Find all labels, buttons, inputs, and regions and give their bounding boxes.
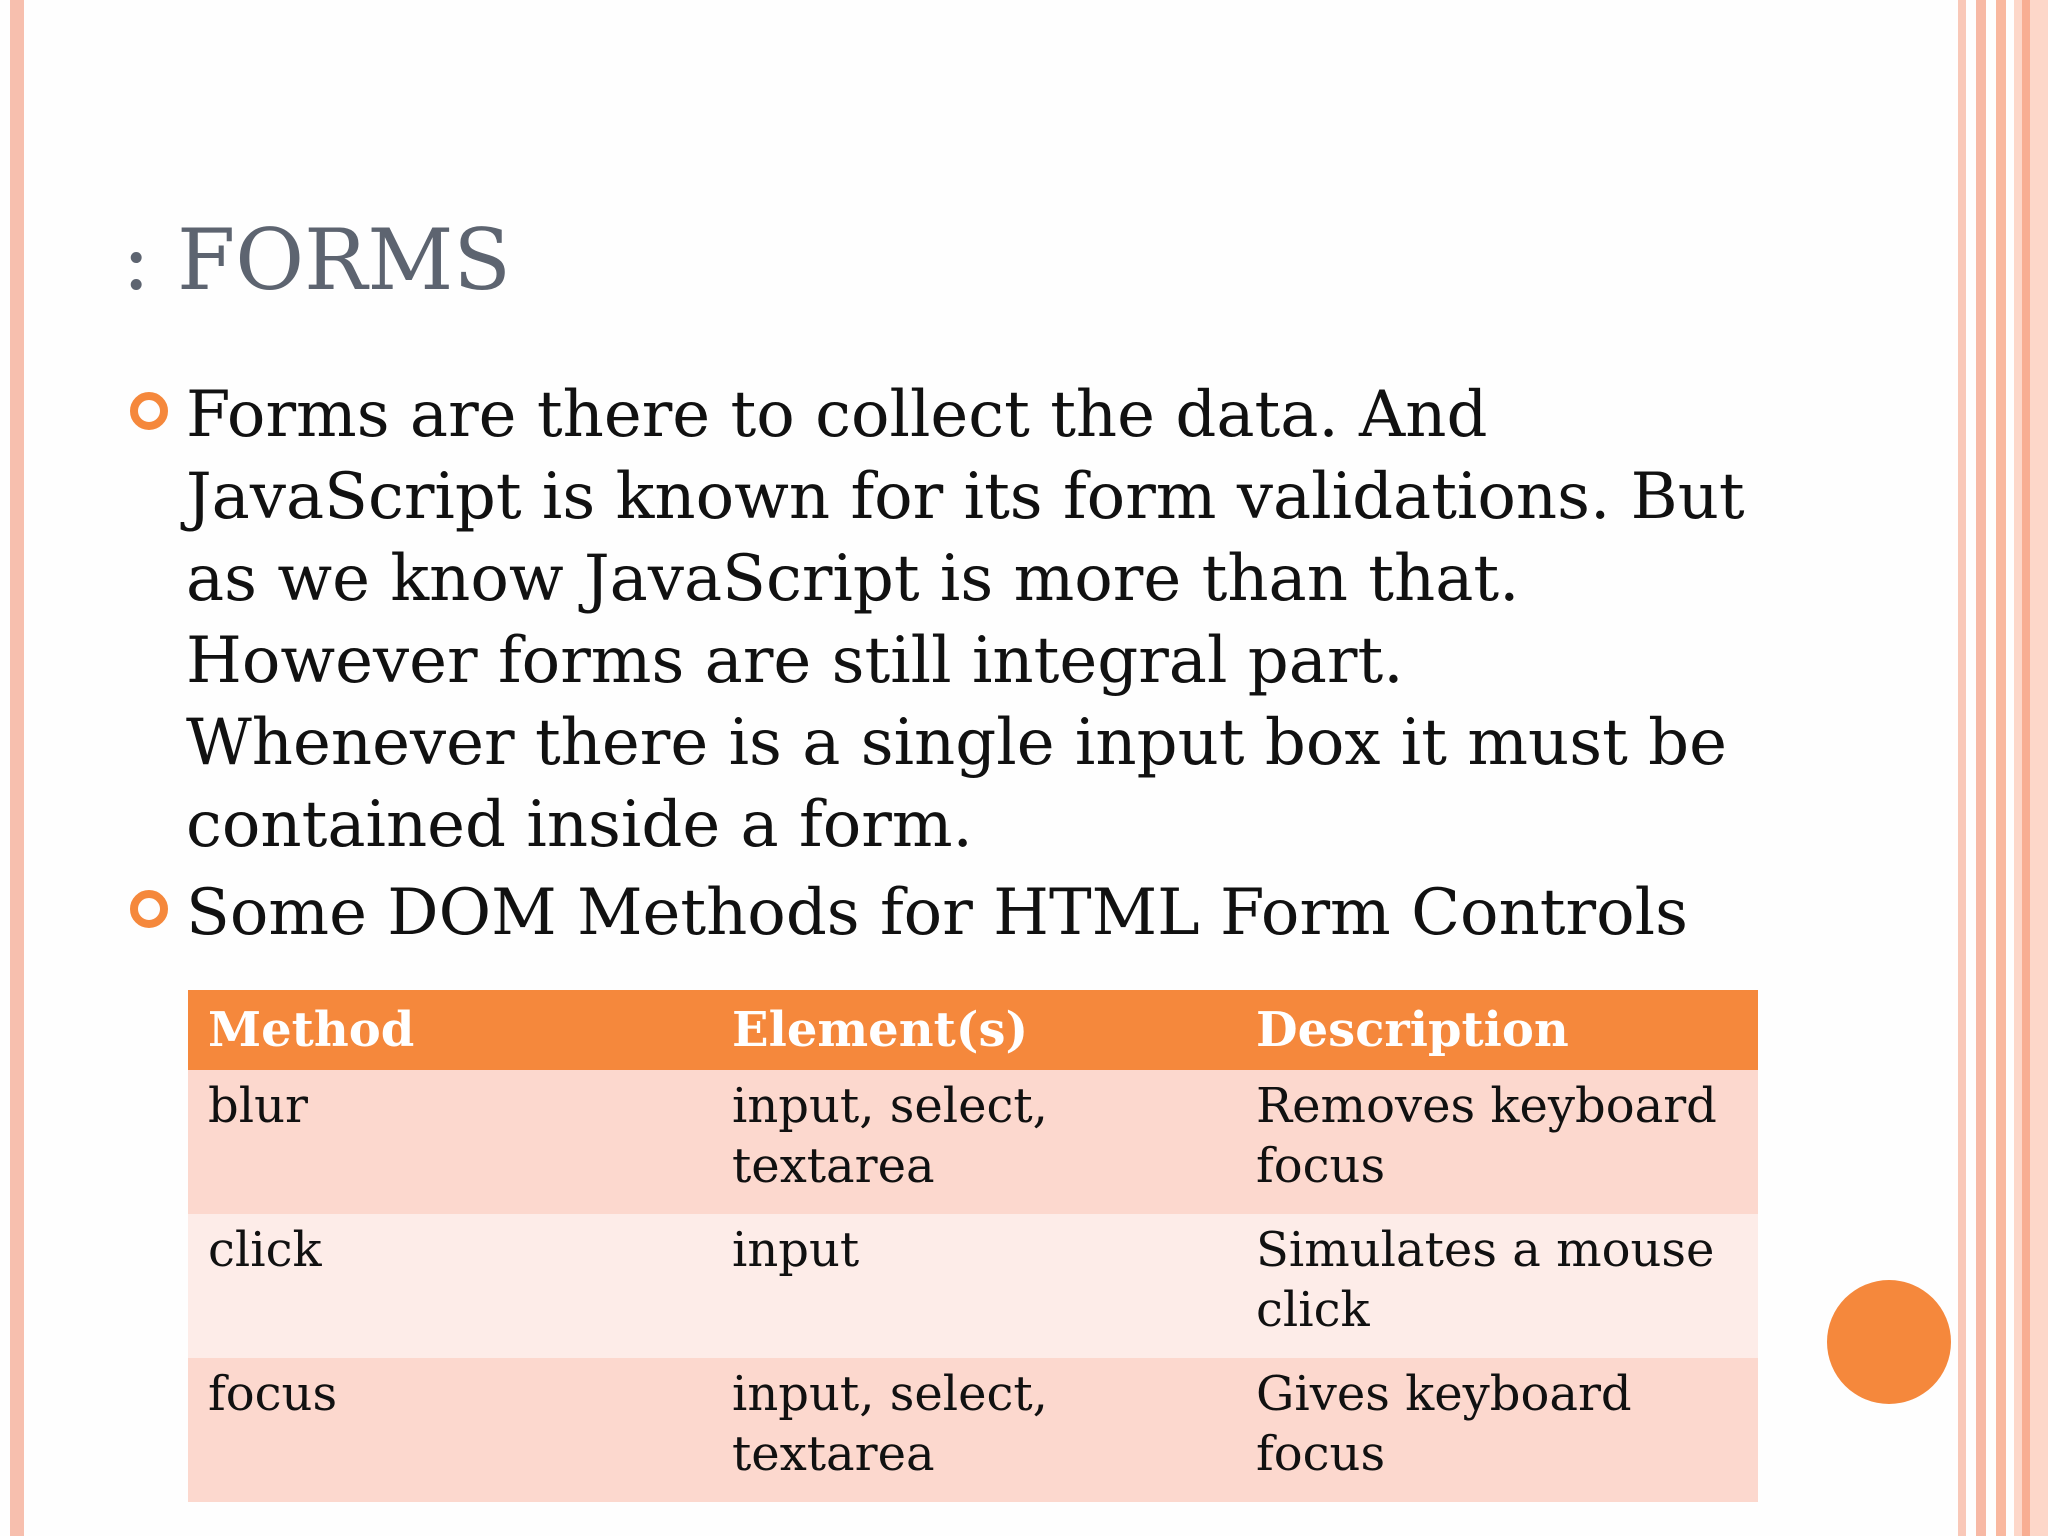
decorative-circle xyxy=(1827,1280,1951,1404)
ring-bullet-icon xyxy=(130,392,168,430)
cell-description: Simulates a mouse click xyxy=(1256,1222,1715,1338)
cell-elements: input, select, textarea xyxy=(732,1078,1048,1194)
table-header-row xyxy=(188,990,1758,1070)
table-row xyxy=(188,1070,1758,1214)
left-border-stripe xyxy=(10,0,24,1536)
ring-bullet-icon xyxy=(130,890,168,928)
header-method: Method xyxy=(208,1002,415,1058)
header-description: Description xyxy=(1256,1002,1569,1058)
cell-elements: input xyxy=(732,1222,860,1278)
bullet-list xyxy=(128,374,1768,954)
bullet-text: Forms are there to collect the data. And JavaScript is known for its form validations. But as we know JavaScript is more than that. However forms are still integral part. Whenever there is a single input box it must be contained inside a form. xyxy=(186,378,1745,862)
right-border-stripe xyxy=(2014,0,2048,1536)
cell-description: Gives keyboard focus xyxy=(1256,1366,1632,1482)
cell-method: click xyxy=(208,1222,322,1278)
bullet-text: Some DOM Methods for HTML Form Controls xyxy=(186,876,1688,950)
right-border-stripe xyxy=(2022,0,2030,1536)
dom-methods-table xyxy=(188,990,1758,1502)
slide-title: : FORMS xyxy=(122,211,511,309)
right-border-stripe xyxy=(1996,0,2006,1536)
cell-method: focus xyxy=(208,1366,338,1422)
cell-description: Removes keyboard focus xyxy=(1256,1078,1717,1194)
cell-method: blur xyxy=(208,1078,308,1134)
right-border-stripe xyxy=(1976,0,1986,1536)
cell-elements: input, select, textarea xyxy=(732,1366,1048,1482)
bullet-item xyxy=(128,872,1768,954)
header-elements: Element(s) xyxy=(732,1002,1029,1058)
right-border-stripe xyxy=(1958,0,1966,1536)
table-row xyxy=(188,1358,1758,1502)
bullet-item xyxy=(128,374,1768,866)
table-row xyxy=(188,1214,1758,1358)
